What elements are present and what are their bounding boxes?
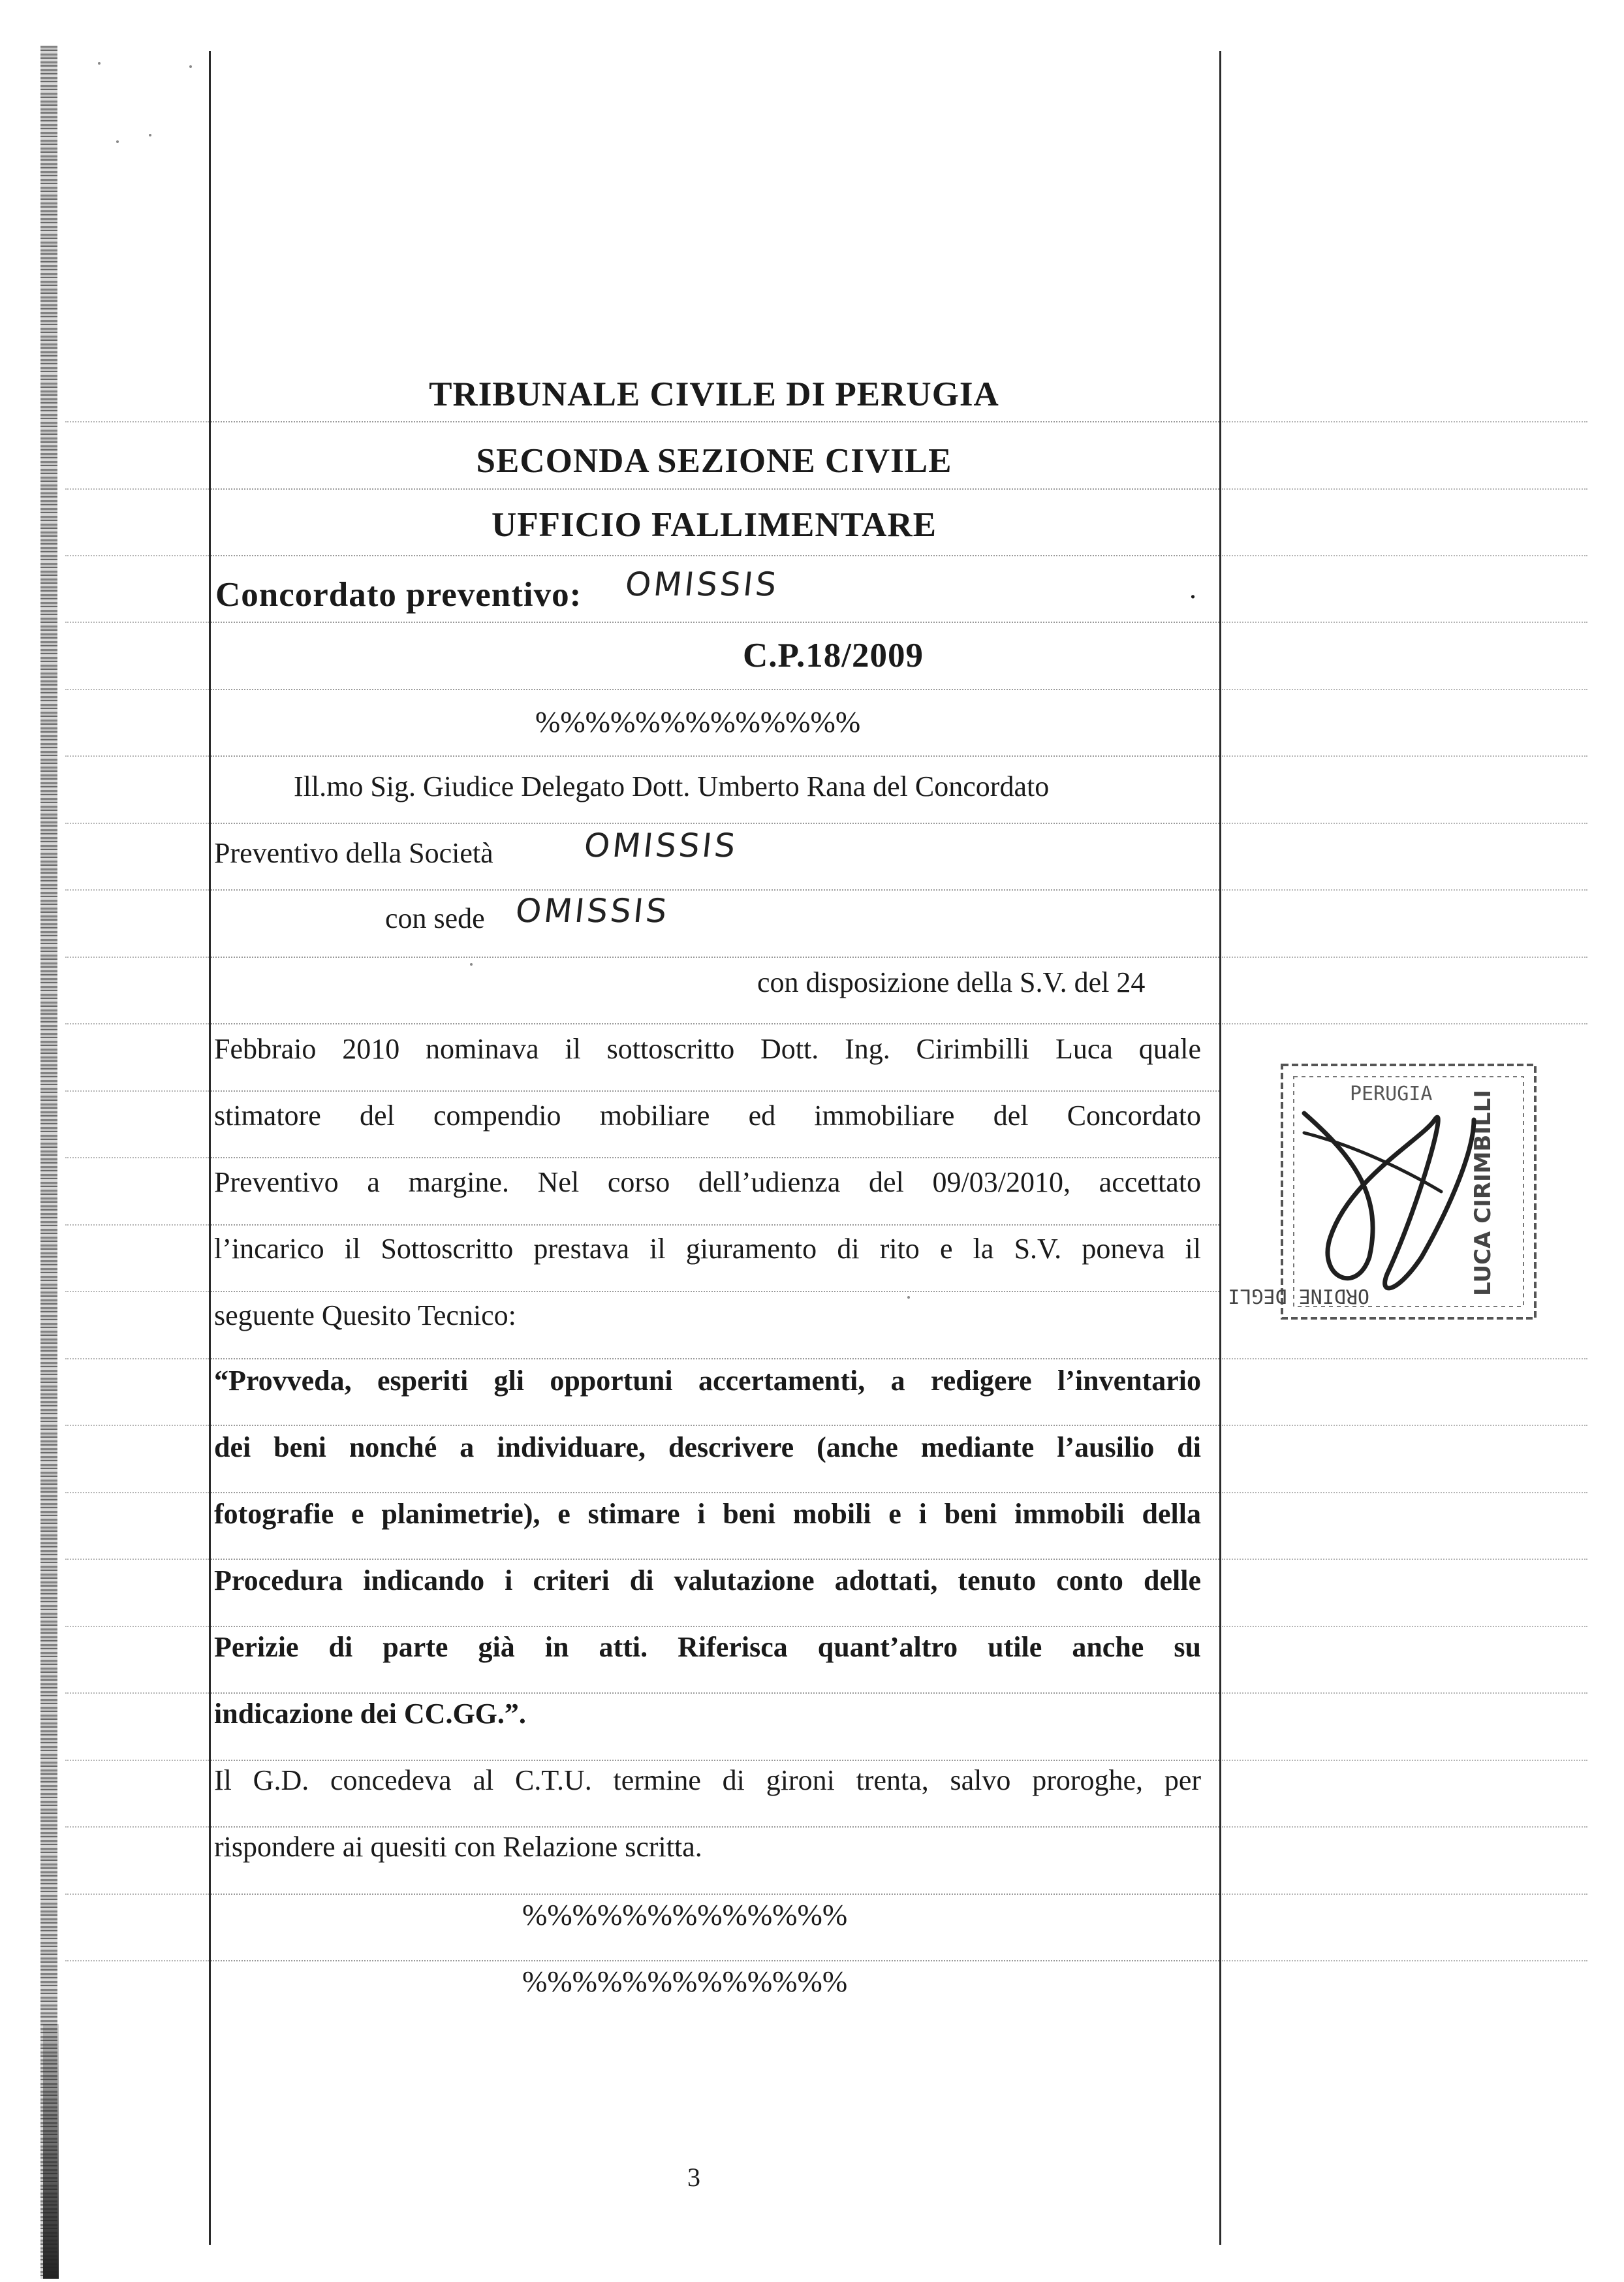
right-margin-rule <box>1219 51 1221 2245</box>
quesito-line-4: Procedura indicando i criteri di valutazione adottati, tenuto conto delle <box>214 1564 1201 1596</box>
case-label: Concordato preventivo: <box>215 576 582 614</box>
scan-speck <box>470 963 473 966</box>
separator-bottom-2: %%%%%%%%%%%%% <box>522 1965 848 1998</box>
scan-binding-shadow <box>43 2024 59 2279</box>
closing-line-1: Il G.D. concedeva al C.T.U. termine di gironi trenta, salvo proroghe, per <box>214 1764 1201 1796</box>
body-line-9: seguente Quesito Tecnico: <box>214 1299 516 1331</box>
case-line-end-dot: . <box>1189 573 1196 605</box>
scan-speck <box>907 1296 910 1299</box>
body-line-4: con disposizione della S.V. del 24 <box>757 966 1146 998</box>
section-heading: SECONDA SEZIONE CIVILE <box>476 442 952 480</box>
scan-binding-edge <box>40 46 57 2279</box>
scan-speck <box>149 134 151 136</box>
stamp-text-top: PERUGIA <box>1350 1083 1433 1105</box>
office-heading: UFFICIO FALLIMENTARE <box>491 506 937 544</box>
body-line-8: l’incarico il Sottoscritto prestava il giuramento di rito e la S.V. poneva il <box>214 1233 1201 1265</box>
body-line-1: Ill.mo Sig. Giudice Delegato Dott. Umberto Rana del Concordato <box>294 770 1050 802</box>
separator-bottom-1: %%%%%%%%%%%%% <box>522 1898 848 1931</box>
professional-stamp-signature <box>1228 1061 1539 1322</box>
body-line-2-handwritten: OMISSIS <box>582 827 740 864</box>
body-line-5: Febbraio 2010 nominava il sottoscritto Dott. Ing. Cirimbilli Luca quale <box>214 1033 1201 1065</box>
body-line-7: Preventivo a margine. Nel corso dell’udienza del 09/03/2010, accettato <box>214 1166 1201 1198</box>
closing-line-2: rispondere ai quesiti con Relazione scritta. <box>214 1831 702 1863</box>
scan-speck <box>189 65 192 68</box>
body-line-3-prefix: con sede <box>385 902 485 934</box>
body-line-2-prefix: Preventivo della Società <box>214 837 493 869</box>
quesito-line-3: fotografie e planimetrie), e stimare i beni mobili e i beni immobili della <box>214 1498 1201 1530</box>
scan-speck <box>116 140 119 143</box>
separator-top: %%%%%%%%%%%%% <box>535 705 861 738</box>
quesito-line-2: dei beni nonché a individuare, descrivere (anche mediante l’ausilio di <box>214 1431 1201 1463</box>
case-number: C.P.18/2009 <box>743 637 924 674</box>
case-name-handwritten: OMISSIS <box>623 565 781 603</box>
court-heading: TRIBUNALE CIVILE DI PERUGIA <box>429 375 999 413</box>
quesito-line-6: indicazione dei CC.GG.”. <box>214 1698 526 1730</box>
stamp-text-bottom: ORDINE DEGLI <box>1228 1284 1369 1307</box>
page-number: 3 <box>687 2163 700 2192</box>
body-line-6: stimatore del compendio mobiliare ed immobiliare del Concordato <box>214 1100 1201 1132</box>
scan-speck <box>98 62 101 65</box>
quesito-line-5: Perizie di parte già in atti. Riferisca quant’altro utile anche su <box>214 1631 1201 1663</box>
stamp-text-side: LUCA CIRIMBILLI <box>1470 1090 1496 1296</box>
body-line-3-handwritten: OMISSIS <box>513 892 672 930</box>
quesito-line-1: “Provveda, esperiti gli opportuni accertamenti, a redigere l’inventario <box>214 1365 1201 1397</box>
